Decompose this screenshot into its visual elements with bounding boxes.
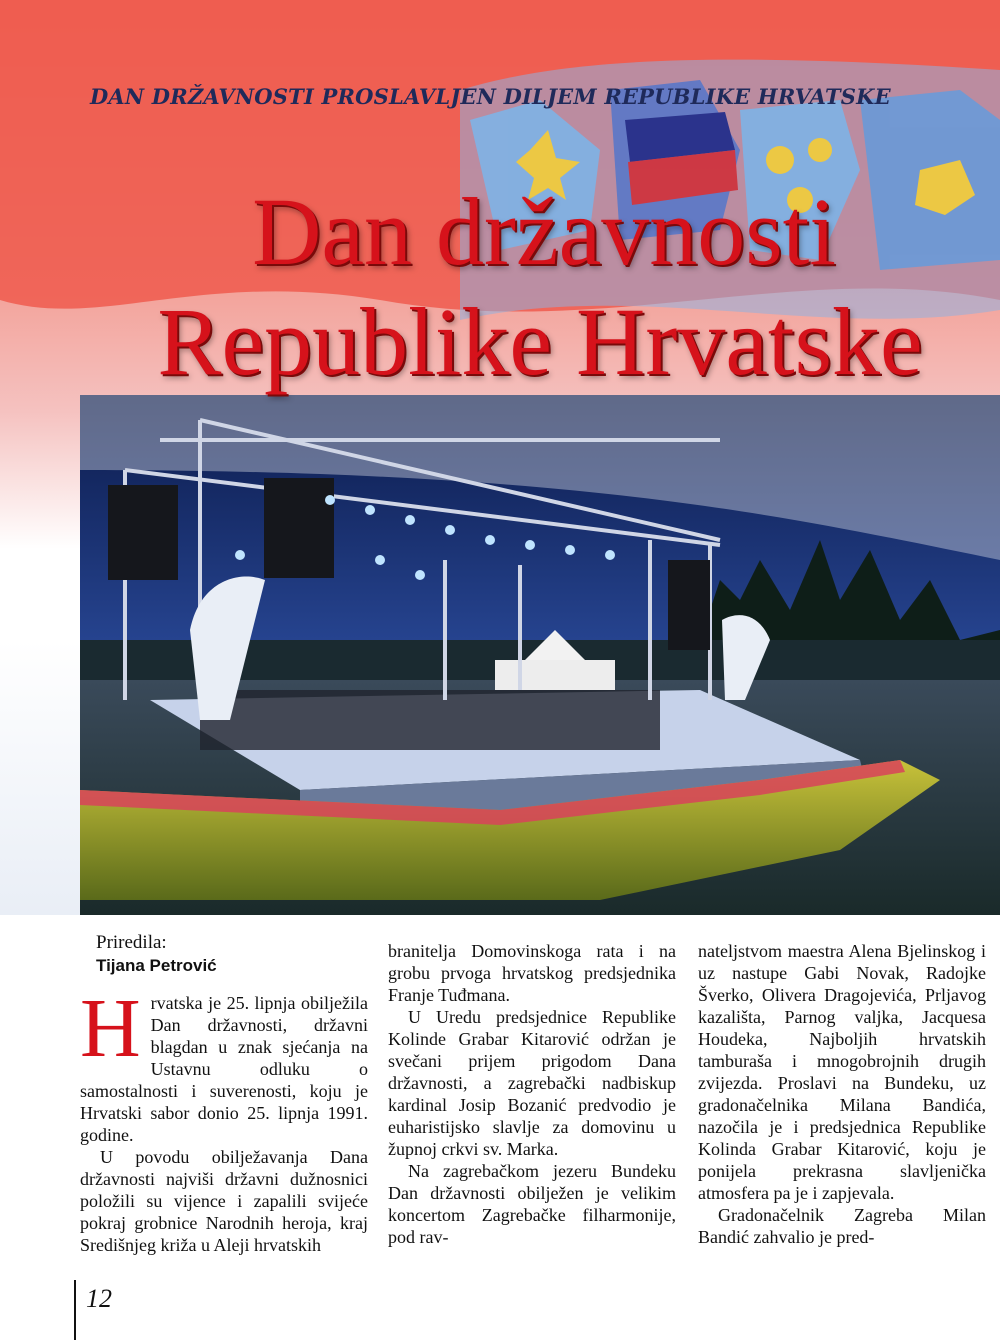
page-number-rule	[74, 1280, 76, 1340]
byline	[96, 932, 376, 976]
paragraph: U Uredu predsjednice Republike Kolinde Grabar Kitarović održan je svečani prijem prigodom Dana državnosti, a zagrebački nadbiskup kardinal Josip Bozanić predvodio je euharistijsko slavlje za domovinu u župnoj crkvi sv. Marka.	[388, 1007, 676, 1159]
paragraph-text: rvatska je 25. lipnja obilježila Dan državnosti, državni blagdan u znak sjećanja na Ustavnu odluku o samostalnosti i suverenosti, koju je Hrvatski sabor donio 25. lipnja 1991. godine.	[80, 993, 368, 1145]
concert-photo	[80, 395, 1000, 915]
article-column-1	[80, 982, 368, 1256]
paragraph	[80, 982, 368, 1146]
paragraph: Gradonačelnik Zagreba Milan Bandić zahvalio je pred-	[698, 1205, 986, 1247]
section-kicker: DAN DRŽAVNOSTI PROSLAVLJEN DILJEM REPUBLIKE HRVATSKE	[90, 84, 891, 109]
paragraph: branitelja Domovinskoga rata i na grobu prvoga hrvatskog predsjednika Franje Tuđmana.	[388, 941, 676, 1005]
article-column-2	[388, 940, 676, 1248]
paragraph: U povodu obilježavanja Dana državnosti najviši državni dužnosnici položili su vijence i zapalili svijeće pokraj grobnice Narodnih heroja, kraj Središnjeg križa u Aleji hrvatskih	[80, 1147, 368, 1255]
drop-cap: H	[80, 982, 141, 1075]
article-column-3	[698, 940, 986, 1248]
page-number: 12	[86, 1284, 112, 1313]
article-title-line-1: Dan državnosti	[252, 178, 836, 285]
paragraph: nateljstvom maestra Alena Bjelinskog i uz nastupe Gabi Novak, Radojke Šverko, Olivera Dragojevića, Prljavog kazališta, Parnog valjka, Jacquesa Houdeka, Najboljih hrvatskih tamburaša i mnogobrojnih drugih zvijezda. Proslavi na Bundeku, uz gradonačelnika Milana Bandića, nazočila je i predsjednica Republike Kolinda Grabar Kitarović, koju je ponijela prekrasna slavljenička atmosfera pa je i zapjevala.	[698, 941, 986, 1203]
byline-author: Tijana Petrović	[96, 956, 217, 975]
byline-role: Priredila:	[96, 932, 167, 953]
paragraph: Na zagrebačkom jezeru Bundeku Dan državnosti obilježen je velikim koncertom Zagrebačke filharmonije, pod rav-	[388, 1161, 676, 1247]
article-title-line-2: Republike Hrvatske	[157, 288, 923, 395]
